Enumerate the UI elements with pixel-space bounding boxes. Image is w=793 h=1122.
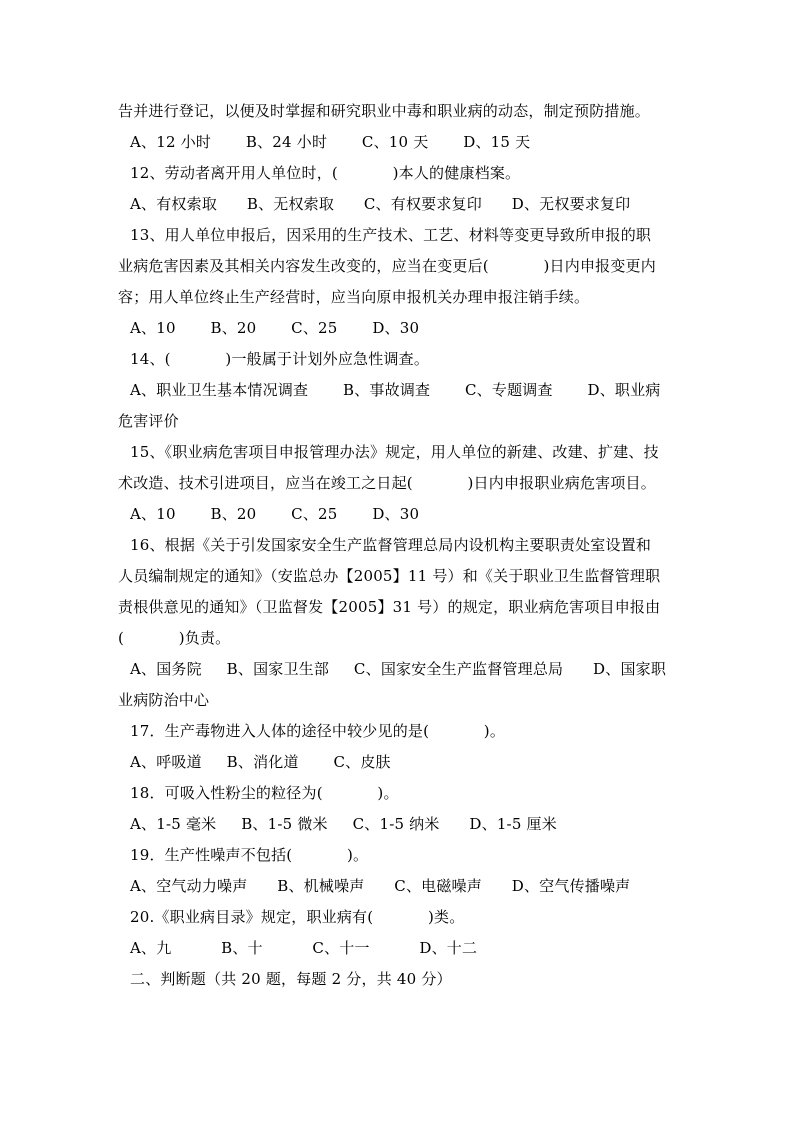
options-line: A、10 B、20 C、25 D、30: [130, 505, 420, 523]
question-line: 12、劳动者离开用人单位时，( )本人的健康档案。: [130, 164, 521, 182]
question-line: 13、用人单位申报后，因采用的生产技术、工艺、材料等变更导致所申报的职: [130, 226, 652, 244]
text-line: 危害评价: [118, 412, 179, 430]
question-line: 16、根据《关于引发国家安全生产监督管理总局内设机构主要职责处室设置和: [130, 536, 652, 554]
text-line: 业病危害因素及其相关内容发生改变的，应当在变更后( )日内申报变更内: [118, 257, 656, 275]
options-line: A、12 小时 B、24 小时 C、10 天 D、15 天: [130, 133, 531, 151]
section-heading: 二、判断题（共 20 题，每题 2 分，共 40 分）: [130, 970, 452, 988]
question-line: 17．生产毒物进入人体的途径中较少见的是( )。: [130, 722, 506, 740]
options-line: A、国务院 B、国家卫生部 C、国家安全生产监督管理总局 D、国家职: [130, 660, 667, 678]
question-content: [118, 96, 678, 995]
text-line: ( )负责。: [118, 629, 231, 647]
options-line: A、九 B、十 C、十一 D、十二: [130, 939, 478, 957]
question-line: 15、《职业病危害项目申报管理办法》规定，用人单位的新建、改建、扩建、技: [130, 443, 659, 461]
text-line: 人员编制规定的通知》（安监总办【2005】11 号）和《关于职业卫生监督管理职: [118, 567, 661, 585]
question-line: 18．可吸入性粉尘的粒径为( )。: [130, 784, 399, 802]
text-line: 术改造、技术引进项目，应当在竣工之日起( )日内申报职业病危害项目。: [118, 474, 656, 492]
options-line: A、呼吸道 B、消化道 C、皮肤: [130, 753, 391, 771]
text-line: 业病防治中心: [118, 691, 210, 709]
options-line: A、空气动力噪声 B、机械噪声 C、电磁噪声 D、空气传播噪声: [130, 877, 631, 895]
text-line: 告并进行登记，以便及时掌握和研究职业中毒和职业病的动态，制定预防措施。: [118, 102, 651, 120]
options-line: A、1-5 毫米 B、1-5 微米 C、1-5 纳米 D、1-5 厘米: [130, 815, 557, 833]
options-line: A、10 B、20 C、25 D、30: [130, 319, 420, 337]
options-line: A、有权索取 B、无权索取 C、有权要求复印 D、无权要求复印: [130, 195, 631, 213]
text-line: 容；用人单位终止生产经营时，应当向原申报机关办理申报注销手续。: [118, 288, 590, 306]
question-line: 14、( )一般属于计划外应急性调查。: [130, 350, 430, 368]
question-line: 19．生产性噪声不包括( )。: [130, 846, 369, 864]
options-line: A、职业卫生基本情况调查 B、事故调查 C、专题调查 D、职业病: [130, 381, 661, 399]
question-line: 20.《职业病目录》规定，职业病有( )类。: [130, 908, 465, 926]
text-line: 责根供意见的通知》（卫监督发【2005】31 号）的规定，职业病危害项目申报由: [118, 598, 661, 616]
